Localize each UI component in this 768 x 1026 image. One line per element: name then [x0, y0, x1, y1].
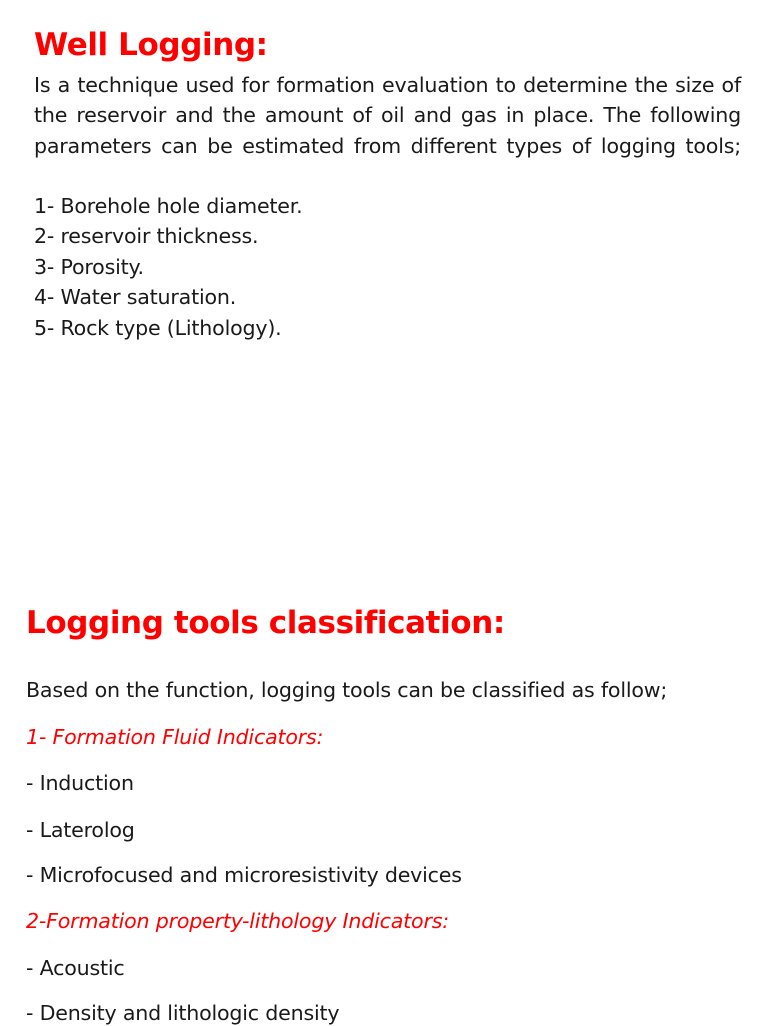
intro-text: Based on the function, logging tools can be classified as follow; — [26, 678, 668, 702]
slide-title: Logging tools classification: — [26, 605, 505, 641]
parameter-list — [34, 191, 302, 343]
list-item: - Laterolog — [26, 818, 135, 842]
list-item: - Microfocused and microresistivity devices — [26, 863, 462, 887]
list-item: 4- Water saturation. — [34, 285, 237, 310]
list-item: - Induction — [26, 771, 134, 795]
slide-logging-tools-classification — [0, 560, 768, 1024]
list-item: 2- reservoir thickness. — [34, 224, 259, 249]
group-heading-lithology-indicators: 2-Formation property-lithology Indicators: — [26, 909, 449, 933]
list-item: 1- Borehole hole diameter. — [34, 194, 303, 218]
list-item: - Density and lithologic density — [26, 1001, 340, 1025]
list-item: 3- Porosity. — [34, 254, 144, 279]
group-heading-fluid-indicators: 1- Formation Fluid Indicators: — [26, 725, 324, 749]
list-item: - Acoustic — [26, 956, 125, 980]
definition-paragraph: Is a technique used for formation evaluation to determine the size of the reservoir and the amount of oil and gas in place. The following parameters can be estimated from different types of logging tools; — [34, 73, 741, 158]
slide-title: Well Logging: — [34, 27, 268, 63]
list-item: 5- Rock type (Lithology). — [34, 315, 282, 340]
